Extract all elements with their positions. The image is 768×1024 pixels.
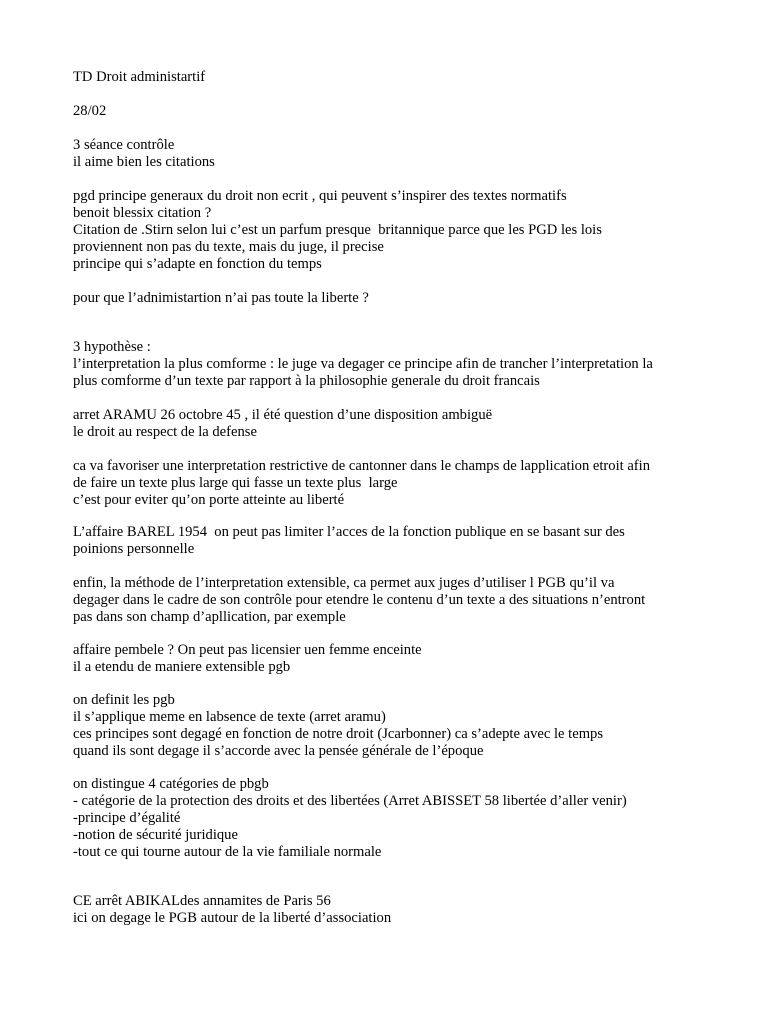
text-line: proviennent non pas du texte, mais du juge, il precise — [73, 239, 384, 255]
text-line: 3 séance contrôle — [73, 137, 175, 153]
text-line: arret ARAMU 26 octobre 45 , il été question d’une disposition ambiguë — [73, 407, 493, 423]
text-line: on definit les pgb — [73, 692, 175, 708]
text-line: affaire pembele ? On peut pas licensier uen femme enceinte — [73, 642, 422, 658]
text-line: Citation de .Stirn selon lui c’est un parfum presque britannique parce que les PGD les lois — [73, 222, 602, 238]
text-line: -tout ce qui tourne autour de la vie familiale normale — [73, 844, 382, 860]
document-date: 28/02 — [73, 103, 107, 119]
text-line: on distingue 4 catégories de pbgb — [73, 776, 269, 792]
text-line: ici on degage le PGB autour de la liberté d’association — [73, 910, 392, 926]
text-line: de faire un texte plus large qui fasse un texte plus large — [73, 475, 398, 491]
text-line: plus comforme d’un texte par rapport à la philosophie generale du droit francais — [73, 373, 540, 389]
text-line: pgd principe generaux du droit non ecrit , qui peuvent s’inspirer des textes normatifs — [73, 188, 567, 204]
text-line: pour que l’adnimistartion n’ai pas toute la liberte ? — [73, 290, 369, 306]
text-line: degager dans le cadre de son contrôle pour etendre le contenu d’un texte a des situations n’entront — [73, 592, 646, 608]
text-line: quand ils sont degage il s’accorde avec la pensée générale de l’époque — [73, 743, 484, 759]
document-title: TD Droit administartif — [73, 69, 206, 85]
text-line: 3 hypothèse : — [73, 339, 151, 355]
text-line: il s’applique meme en labsence de texte (arret aramu) — [73, 709, 386, 725]
text-line: enfin, la méthode de l’interpretation extensible, ca permet aux juges d’utiliser l PGB qu’il va — [73, 575, 615, 591]
text-line: l’interpretation la plus comforme : le juge va degager ce principe afin de trancher l’interpretation la — [73, 356, 653, 372]
text-line: c’est pour eviter qu’on porte atteinte au liberté — [73, 492, 345, 508]
text-line: -principe d’égalité — [73, 810, 181, 826]
text-line: ca va favoriser une interpretation restrictive de cantonner dans le champs de lapplication etroit afin — [73, 458, 651, 474]
text-line: principe qui s’adapte en fonction du temps — [73, 256, 322, 272]
text-line: il aime bien les citations — [73, 154, 215, 170]
text-line: le droit au respect de la defense — [73, 424, 257, 440]
text-line: ces principes sont degagé en fonction de notre droit (Jcarbonner) ca s’adepte avec le temps — [73, 726, 604, 742]
text-line: benoit blessix citation ? — [73, 205, 212, 221]
text-line: CE arrêt ABIKALdes annamites de Paris 56 — [73, 893, 331, 909]
text-line: L’affaire BAREL 1954 on peut pas limiter l’acces de la fonction publique en se basant sur des — [73, 524, 625, 540]
text-line: - catégorie de la protection des droits et des libertées (Arret ABISSET 58 libertée d’aller venir) — [73, 793, 627, 809]
text-line: poinions personnelle — [73, 541, 195, 557]
text-line: -notion de sécurité juridique — [73, 827, 238, 843]
text-line: il a etendu de maniere extensible pgb — [73, 659, 291, 675]
text-line: pas dans son champ d’apllication, par exemple — [73, 609, 346, 625]
